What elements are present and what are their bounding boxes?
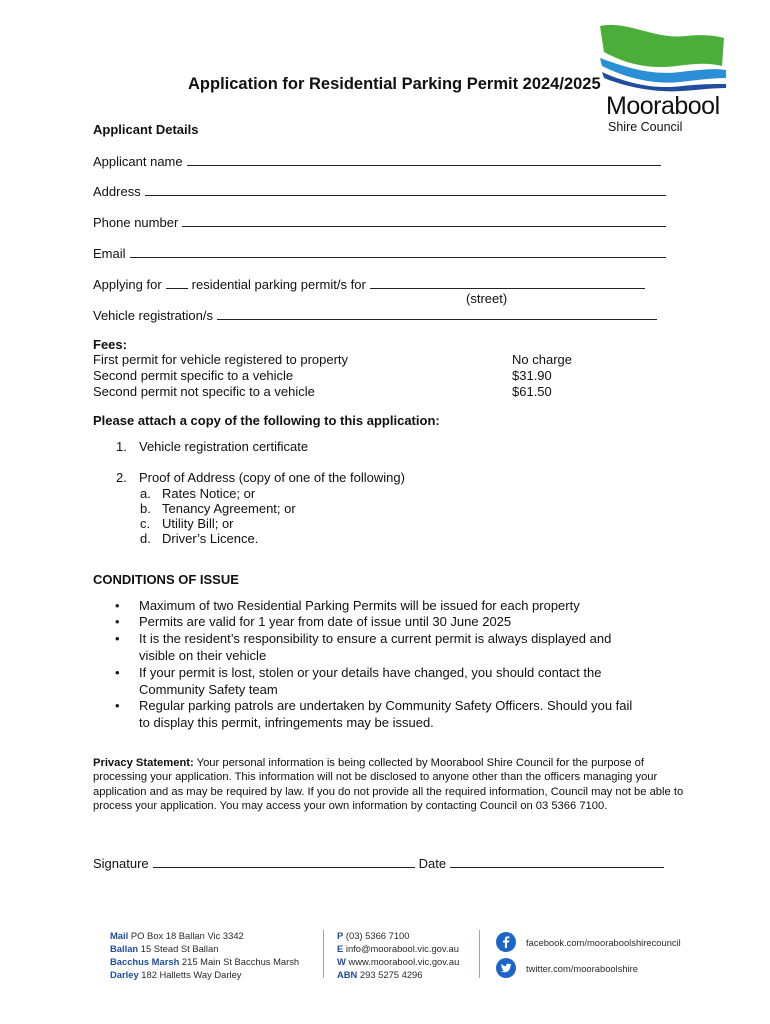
fee-label: First permit for vehicle registered to property xyxy=(93,352,349,367)
email-input-line[interactable] xyxy=(130,245,666,258)
footer-divider xyxy=(323,930,324,978)
address-label: Address xyxy=(93,184,141,199)
footer-key: P xyxy=(337,930,344,941)
footer-contact[interactable] xyxy=(337,956,459,967)
footer-key: ABN xyxy=(337,969,358,980)
vehicle-registration-label: Vehicle registration/s xyxy=(93,308,213,323)
footer-address xyxy=(110,930,244,941)
list-number: 2. xyxy=(116,470,127,485)
footer-value: 215 Main St Bacchus Marsh xyxy=(179,956,300,967)
sub-list-letter: b. xyxy=(140,501,151,516)
list-text: Proof of Address (copy of one of the following) xyxy=(139,470,405,485)
vehicle-registration-input-line[interactable] xyxy=(217,307,657,320)
footer-value: 182 Halletts Way Darley xyxy=(138,969,242,980)
sub-list-text: Utility Bill; or xyxy=(162,516,234,531)
footer-contact[interactable] xyxy=(337,943,459,954)
footer-key: Bacchus Marsh xyxy=(110,956,180,967)
vehicle-registration-field[interactable] xyxy=(93,307,657,323)
sub-list-text: Tenancy Agreement; or xyxy=(162,501,296,516)
privacy-label: Privacy Statement: xyxy=(93,757,194,769)
sub-list-letter: d. xyxy=(140,531,151,546)
footer-key: Darley xyxy=(110,969,139,980)
conditions-heading: CONDITIONS OF ISSUE xyxy=(93,572,239,587)
applicant-name-field[interactable] xyxy=(93,153,661,169)
logo-subtitle: Shire Council xyxy=(608,120,683,134)
footer-contact xyxy=(337,969,422,980)
footer-address xyxy=(110,943,218,954)
facebook-link[interactable]: facebook.com/mooraboolshirecouncil xyxy=(526,937,681,948)
street-caption: (street) xyxy=(466,291,508,306)
sub-list-text: Driver’s Licence. xyxy=(162,531,259,546)
permit-count-input-line[interactable] xyxy=(166,276,188,289)
footer-key: E xyxy=(337,943,344,954)
footer-value: 15 Stead St Ballan xyxy=(138,943,219,954)
condition-item xyxy=(115,697,645,731)
bullet-icon: • xyxy=(115,665,120,680)
fee-label: Second permit not specific to a vehicle xyxy=(93,384,315,399)
condition-text: Permits are valid for 1 year from date of issue until 30 June 2025 xyxy=(139,614,512,629)
condition-item xyxy=(115,664,645,698)
council-logo xyxy=(596,22,728,134)
footer-value: (03) 5366 7100 xyxy=(343,930,410,941)
logo-name: Moorabool xyxy=(606,92,720,120)
email-label: Email xyxy=(93,246,126,261)
signature-input-line[interactable] xyxy=(153,855,415,868)
footer-address xyxy=(110,969,242,980)
condition-text: Maximum of two Residential Parking Permits will be issued for each property xyxy=(139,598,580,613)
fee-amount: No charge xyxy=(512,352,572,367)
condition-text: If your permit is lost, stolen or your details have changed, you should contact the Community Safety team xyxy=(139,665,602,697)
list-text: Vehicle registration certificate xyxy=(139,439,309,454)
attach-heading: Please attach a copy of the following to this application: xyxy=(93,413,440,428)
footer-key: Ballan xyxy=(110,943,139,954)
address-input-line[interactable] xyxy=(145,183,666,196)
phone-label: Phone number xyxy=(93,215,179,230)
footer-value: PO Box 18 Ballan Vic 3342 xyxy=(128,930,244,941)
bullet-icon: • xyxy=(115,598,120,613)
twitter-icon[interactable] xyxy=(496,958,516,978)
phone-field[interactable] xyxy=(93,214,666,230)
condition-item xyxy=(115,630,645,664)
applicant-name-label: Applicant name xyxy=(93,154,183,169)
email-field[interactable] xyxy=(93,245,666,261)
phone-input-line[interactable] xyxy=(182,214,666,227)
fee-amount: $31.90 xyxy=(512,368,552,383)
list-number: 1. xyxy=(116,439,127,454)
fee-row xyxy=(93,368,593,383)
fee-label: Second permit specific to a vehicle xyxy=(93,368,294,383)
page-title: Application for Residential Parking Permit 2024/2025 xyxy=(188,75,601,93)
privacy-statement xyxy=(93,756,685,813)
footer-key: Mail xyxy=(110,930,129,941)
sub-list-letter: a. xyxy=(140,486,151,501)
applying-for-label: Applying for xyxy=(93,277,162,292)
fee-amount: $61.50 xyxy=(512,384,552,399)
footer-website-link[interactable]: www.moorabool.vic.gov.au xyxy=(345,956,460,967)
sub-list-text: Rates Notice; or xyxy=(162,486,256,501)
footer-divider xyxy=(479,930,480,978)
logo-wave-icon xyxy=(596,22,728,92)
footer-email-link[interactable]: info@moorabool.vic.gov.au xyxy=(343,943,459,954)
condition-item xyxy=(115,613,645,630)
applying-for-field[interactable] xyxy=(93,276,645,292)
privacy-text: Your personal information is being collected by Moorabool Shire Council for the purpose of processing your application. This information will not be disclosed to anyone other than the officers managing your application and as may be required by law. If you do not provide all the required information, Council may not be able to process your application. You may access your own information by contacting Council on 03 5366 7100. xyxy=(93,757,684,812)
twitter-link[interactable]: twitter.com/mooraboolshire xyxy=(526,963,639,974)
footer-value: 293 5275 4296 xyxy=(357,969,423,980)
applicant-details-heading: Applicant Details xyxy=(93,122,199,137)
bullet-icon: • xyxy=(115,698,120,713)
applicant-name-input-line[interactable] xyxy=(187,153,661,166)
condition-item xyxy=(115,597,645,614)
condition-text: Regular parking patrols are undertaken by Community Safety Officers. Should you fail to display this permit, infringements may be issued. xyxy=(139,698,633,730)
signature-row[interactable] xyxy=(93,855,664,871)
footer-contact xyxy=(337,930,409,941)
sub-list-letter: c. xyxy=(140,516,151,531)
fees-heading: Fees: xyxy=(93,337,127,352)
fee-row xyxy=(93,384,593,399)
bullet-icon: • xyxy=(115,614,120,629)
facebook-icon[interactable] xyxy=(496,932,516,952)
street-input-line[interactable] xyxy=(370,276,645,289)
signature-label: Signature xyxy=(93,856,149,871)
date-label: Date xyxy=(418,856,447,871)
footer-key: W xyxy=(337,956,346,967)
applying-for-mid-label: residential parking permit/s for xyxy=(191,277,366,292)
address-field[interactable] xyxy=(93,183,666,199)
bullet-icon: • xyxy=(115,631,120,646)
date-input-line[interactable] xyxy=(450,855,664,868)
condition-text: It is the resident’s responsibility to ensure a current permit is always displayed and visible on their vehicle xyxy=(139,631,612,663)
footer-address xyxy=(110,956,299,967)
fee-row xyxy=(93,352,593,367)
